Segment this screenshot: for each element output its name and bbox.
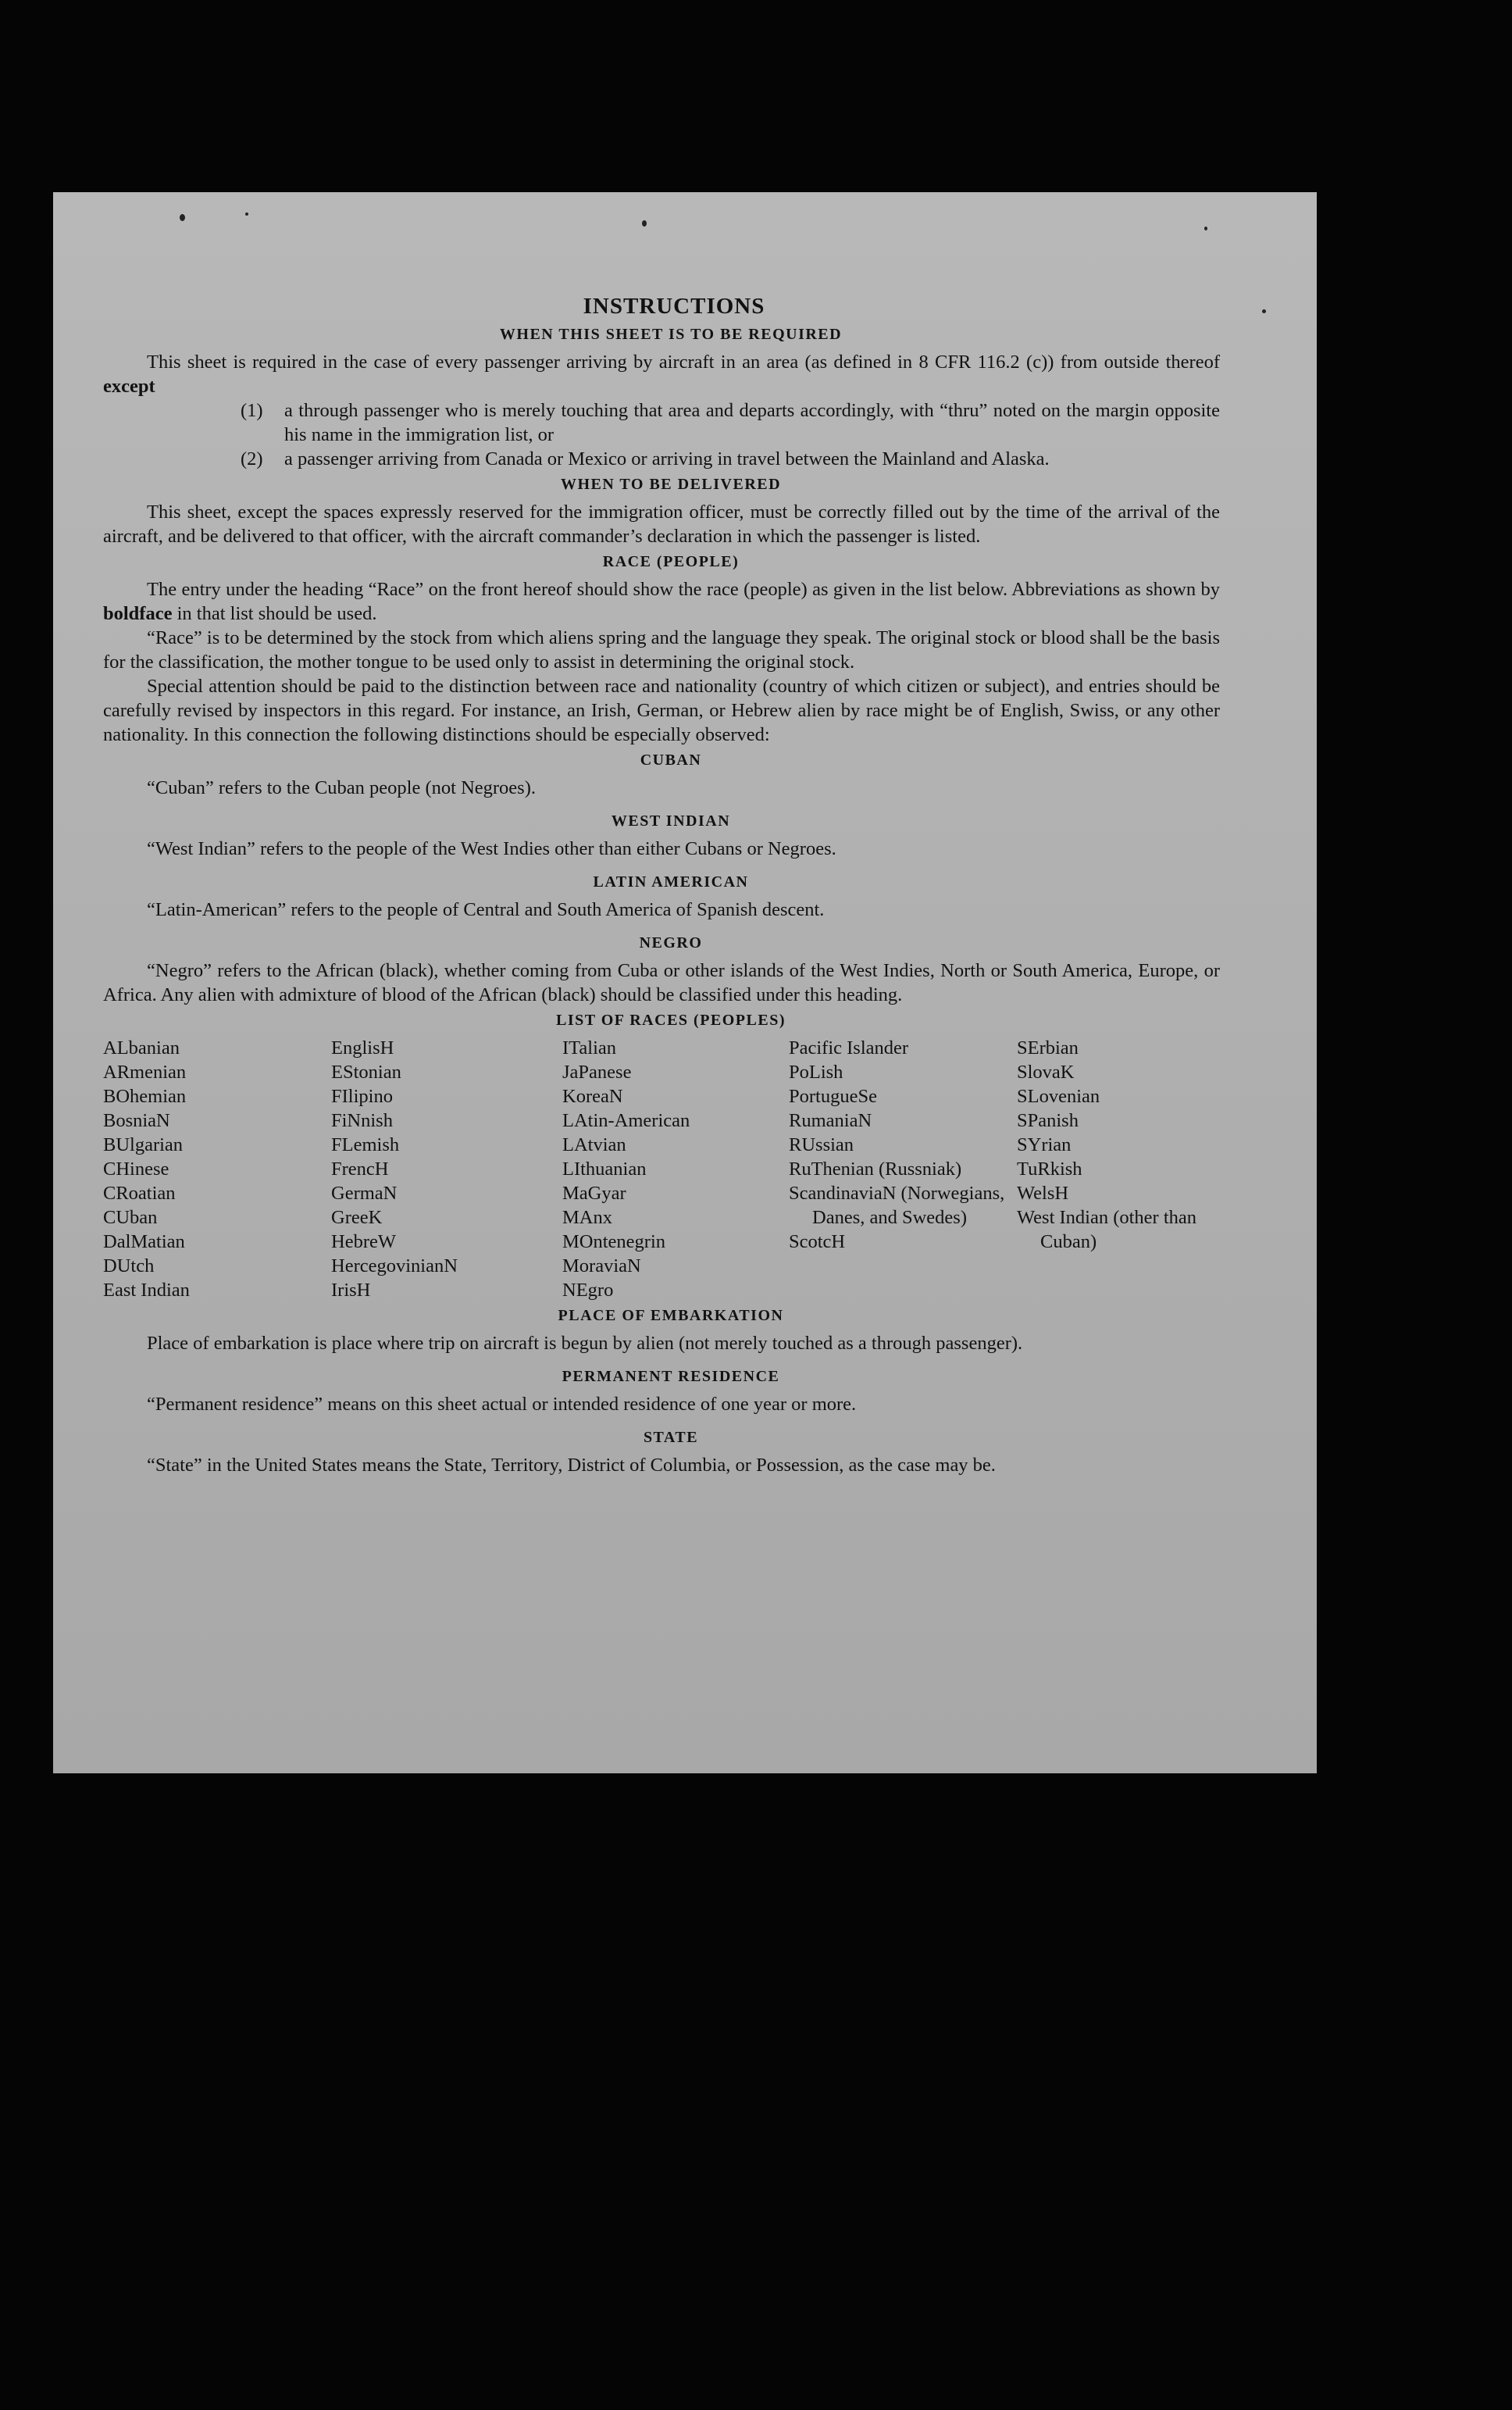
race-p1-text: The entry under the heading “Race” on the front hereof should show the race (people) as given in the list below. Abbreviations as shown by [147,579,1220,600]
race-entry: ITalian [562,1037,617,1059]
race-entry: GreeK [331,1207,383,1228]
list-item [147,398,1220,447]
race-entry: PoLish [789,1062,843,1083]
race-entry: FrencH [331,1159,389,1180]
race-entry: SYrian [1017,1134,1072,1155]
list-item [147,447,1220,471]
race-entry: EnglisH [331,1037,394,1059]
race-p1-text-end: in that list should be used. [172,603,377,624]
race-entry: ARmenian [103,1062,187,1083]
race-entry: FiNnish [331,1110,393,1131]
race-entry: MoraviaN [562,1255,641,1276]
ink-speck [1204,227,1207,230]
paragraph-delivered: This sheet, except the spaces expressly reserved for the immigration officer, must be correctly filled out by the time of the arrival of the aircraft, and be delivered to that officer, with the aircraft commander’s declaration in which the passenger is listed. [103,502,1220,547]
race-entry: KoreaN [562,1086,623,1107]
race-entry: MAnx [562,1207,612,1228]
spacer [103,1355,1220,1363]
race-entry: ScotcH [789,1231,846,1252]
race-entry: NEgro [562,1280,614,1301]
heading-delivered: WHEN TO BE DELIVERED [560,476,782,493]
race-p1-bold: boldface [103,603,173,624]
item-number: (1) [241,400,263,421]
race-entry: ScandinaviaN (Norwegians, Danes, and Swedes) [789,1183,1005,1228]
race-entry: East Indian [103,1280,190,1301]
race-entry: JaPanese [562,1062,632,1083]
race-entry: MOntenegrin [562,1231,665,1252]
paragraph-cuban: “Cuban” refers to the Cuban people (not Negroes). [147,777,536,798]
paragraph-race-1 [103,577,1220,626]
heading-embarkation: PLACE OF EMBARKATION [558,1307,784,1324]
race-entry: LAtvian [562,1134,626,1155]
heading-negro: NEGRO [639,934,703,952]
instruction-sheet [53,192,1317,1773]
paragraph-state: “State” in the United States means the State, Territory, District of Columbia, or Possession, as the case may be. [147,1455,996,1476]
race-entry: CUban [103,1207,158,1228]
race-entry: HebreW [331,1231,396,1252]
race-entry: HercegovinianN [331,1255,458,1276]
heading-west-indian: WEST INDIAN [611,812,731,830]
race-entry: SlovaK [1017,1062,1075,1083]
heading-required: WHEN THIS SHEET IS TO BE REQUIRED [499,326,843,343]
ink-speck [642,220,647,227]
required-intro-bold: except [103,376,155,397]
race-entry: ALbanian [103,1037,180,1059]
heading-cuban: CUBAN [640,752,702,769]
race-entry: FIlipino [331,1086,393,1107]
spacer [103,800,1220,808]
paragraph-embarkation: Place of embarkation is place where trip on aircraft is begun by alien (not merely touched as a through passenger). [147,1333,1023,1354]
page-title: INSTRUCTIONS [583,294,765,319]
race-entry: BUlgarian [103,1134,184,1155]
race-entry: LIthuanian [562,1159,647,1180]
races-column [1017,1036,1251,1302]
races-column [103,1036,331,1302]
race-entry: RuThenian (Russniak) [789,1159,962,1180]
paragraph-west-indian: “West Indian” refers to the people of the West Indies other than either Cubans or Negroes. [147,838,836,859]
race-entry: PortugueSe [789,1086,877,1107]
race-entry: TuRkish [1017,1159,1082,1180]
race-entry: FLemish [331,1134,400,1155]
race-entry: DalMatian [103,1231,185,1252]
spacer [103,1416,1220,1424]
spacer [103,861,1220,869]
heading-latin-american: LATIN AMERICAN [593,873,749,891]
race-entry: GermaN [331,1183,398,1204]
race-entry: SPanish [1017,1110,1079,1131]
race-entry: BOhemian [103,1086,187,1107]
spacer [103,922,1220,930]
paragraph-latin-american: “Latin-American” refers to the people of Central and South America of Spanish descent. [147,899,825,920]
paragraph-negro: “Negro” refers to the African (black), whether coming from Cuba or other islands of the West Indies, North or South America, Europe, or Africa. Any alien with admixture of blood of the African (black) should be classified under this heading. [103,960,1220,1005]
race-entry: RumaniaN [789,1110,872,1131]
paragraph-race-2: “Race” is to be determined by the stock from which aliens spring and the language they speak. The original stock or blood shall be the basis for the classification, the mother tongue to be used only to assist in determining the original stock. [103,627,1220,673]
race-entry: CHinese [103,1159,169,1180]
race-entry: Pacific Islander [789,1037,909,1059]
race-entry: LAtin-American [562,1110,690,1131]
race-entry: WelsH [1017,1183,1069,1204]
ink-speck [1262,309,1266,313]
heading-state: STATE [643,1429,699,1446]
paragraph-race-3: Special attention should be paid to the distinction between race and nationality (country of which citizen or subject), and entries should be carefully revised by inspectors in this regard. For instance, an Irish, German, or Hebrew alien by race might be of English, Swiss, or any other nationality. In this connection the following distinctions should be especially observed: [103,676,1220,745]
item-text: a through passenger who is merely touching that area and departs accordingly, with “thru” noted on the margin opposite his name in the immigration list, or [284,400,1220,445]
race-entry: BosniaN [103,1110,170,1131]
race-entry: SErbian [1017,1037,1079,1059]
race-entry: RUssian [789,1134,854,1155]
races-list [103,1036,1220,1302]
ink-speck [245,212,248,216]
race-entry: CRoatian [103,1183,176,1204]
race-entry: DUtch [103,1255,155,1276]
item-text: a passenger arriving from Canada or Mexico or arriving in travel between the Mainland and Alaska. [284,448,1050,470]
heading-residence: PERMANENT RESIDENCE [562,1368,780,1385]
paragraph-residence: “Permanent residence” means on this sheet actual or intended residence of one year or more. [147,1394,857,1415]
race-entry: EStonian [331,1062,401,1083]
heading-race: RACE (PEOPLE) [602,553,740,570]
races-column [331,1036,562,1302]
races-column [562,1036,789,1302]
race-entry: West Indian (other than Cuban) [1017,1207,1197,1252]
ink-speck [180,214,185,221]
race-entry: MaGyar [562,1183,626,1204]
race-entry: IrisH [331,1280,371,1301]
races-column [789,1036,1017,1302]
race-entry: SLovenian [1017,1086,1100,1107]
required-intro-text: This sheet is required in the case of every passenger arriving by aircraft in an area (as defined in 8 CFR 116.2 (c)) from outside thereof [147,352,1220,373]
item-number: (2) [241,448,263,470]
paragraph-required [103,350,1220,398]
heading-races-list: LIST OF RACES (PEOPLES) [555,1012,786,1029]
